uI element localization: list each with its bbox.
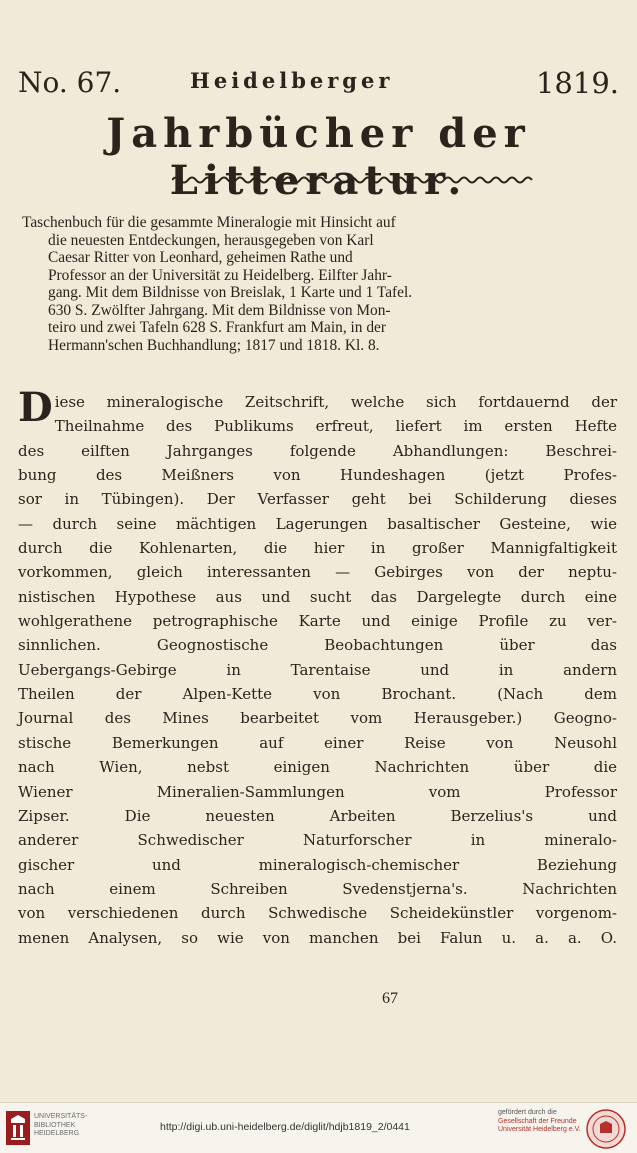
book-entry: [22, 214, 613, 354]
text-line: wohlgerathene petrographische Karte und einige Profile zu ver-: [18, 612, 617, 631]
viewer-footer: [0, 1102, 637, 1153]
entry-line: 630 S. Zwölfter Jahrgang. Mit dem Bildnisse von Mon-: [48, 301, 391, 319]
drop-cap: D: [18, 384, 53, 431]
text-line: Zipser. Die neuesten Arbeiten Berzelius's und: [18, 806, 617, 825]
ornamental-divider: [172, 174, 536, 186]
issue-number: No. 67.: [18, 66, 122, 99]
entry-line: die neuesten Entdeckungen, herausgegeben von Karl: [48, 231, 374, 249]
running-header: [18, 66, 619, 106]
text-line: durch die Kohlenarten, die hier in großer Mannigfaltigkeit: [18, 539, 617, 558]
text-line: von verschiedenen durch Schwedische Scheidekünstler vorgenom-: [18, 904, 617, 923]
text-line: bung des Meißners von Hundeshagen (jetzt Profes-: [18, 466, 617, 485]
text-line: iese mineralogische Zeitschrift, welche sich fortdauernd der: [54, 393, 617, 411]
text-line: des eilften Jahrganges folgende Abhandlungen: Beschrei-: [18, 441, 617, 460]
text-line: Journal des Mines bearbeitet vom Herausgeber.) Geogno-: [18, 709, 617, 728]
permalink[interactable]: http://digi.ub.uni-heidelberg.de/diglit/hdjb1819_2/0441: [160, 1121, 410, 1133]
text-line: sor in Tübingen). Der Verfasser geht bei Schilderung dieses: [18, 490, 617, 509]
review-text: [18, 384, 617, 950]
text-line: stische Bemerkungen auf einer Reise von Neusohl: [18, 733, 617, 752]
text-line: nach einem Schreiben Svedenstjerna's. Nachrichten: [18, 879, 617, 898]
text-line: gischer und mineralogisch-chemischer Beziehung: [18, 855, 617, 874]
library-name: UNIVERSITÄTS- BIBLIOTHEK HEIDELBERG: [34, 1113, 88, 1137]
text-line: menen Analysen, so wie von manchen bei Falun u. a. a. O.: [18, 928, 617, 947]
journal-title: Jahrbücher der Litteratur.: [106, 110, 531, 204]
text-line: sinnlichen. Geognostische Beobachtungen über das: [18, 636, 617, 655]
text-line: Uebergangs-Gebirge in Tarentaise und in andern: [18, 660, 617, 679]
entry-line: Professor an der Universität zu Heidelberg. Eilfter Jahr-: [48, 266, 392, 284]
library-logo-icon: [6, 1111, 30, 1145]
text-line: nistischen Hypothese aus und sucht das Dargelegte durch eine: [18, 587, 617, 606]
society-seal-icon: [586, 1109, 626, 1149]
text-line: Wiener Mineralien-Sammlungen vom Professor: [18, 782, 617, 801]
text-line: anderer Schwedischer Naturforscher in mineralo-: [18, 831, 617, 850]
issue-year: 1819.: [535, 66, 619, 100]
entry-line: Caesar Ritter von Leonhard, geheimen Rathe und: [48, 249, 353, 266]
text-line: vorkommen, gleich interessanten — Gebirges von der neptu-: [18, 563, 617, 582]
sponsor-note: gefördert durch die Gesellschaft der Freunde Universität Heidelberg e.V.: [498, 1109, 581, 1133]
text-line: — durch seine mächtigen Lagerungen basaltischer Gesteine, wie: [18, 514, 617, 533]
entry-line: Hermann'schen Buchhandlung; 1817 und 1818. Kl. 8.: [48, 336, 380, 354]
text-line: Theilnahme des Publikums erfreut, liefert im ersten Hefte: [54, 417, 617, 436]
text-line: nach Wien, nebst einigen Nachrichten über die: [18, 758, 617, 777]
entry-line: Taschenbuch für die gesammte Mineralogie mit Hinsicht auf: [22, 214, 396, 231]
text-line: Theilen der Alpen-Kette von Brochant. (Nach dem: [18, 685, 617, 704]
page-number: 67: [382, 990, 398, 1007]
journal-name: Heidelberger: [190, 68, 394, 93]
entry-line: gang. Mit dem Bildnisse von Breislak, 1 Karte und 1 Tafel.: [48, 284, 413, 301]
entry-line: teiro und zwei Tafeln 628 S. Frankfurt am Main, in der: [48, 319, 387, 336]
